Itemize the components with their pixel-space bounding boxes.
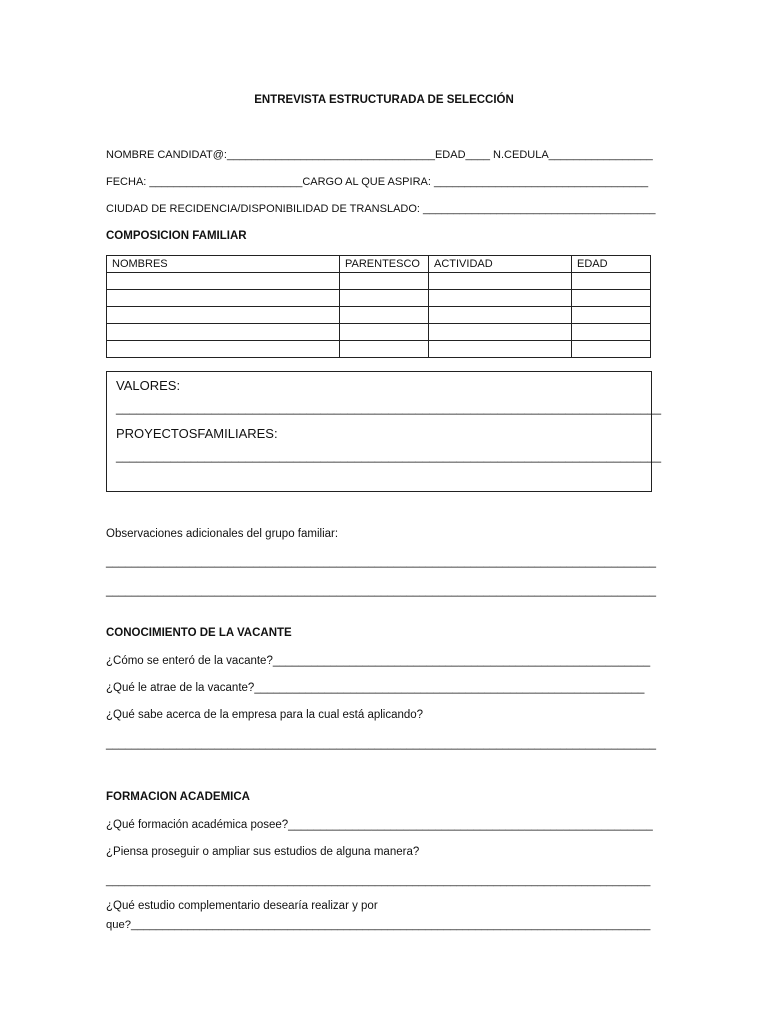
page-title: ENTREVISTA ESTRUCTURADA DE SELECCIÓN bbox=[254, 94, 514, 106]
date-position-field[interactable]: FECHA: _________________________CARGO AL QUE ASPIRA: ___________________________________ bbox=[106, 176, 649, 188]
education-section-heading: FORMACION ACADEMICA bbox=[106, 791, 250, 803]
table-cell[interactable] bbox=[429, 307, 572, 324]
table-cell[interactable] bbox=[340, 324, 429, 341]
vacancy-question-3: ¿Qué sabe acerca de la empresa para la cual está aplicando? bbox=[106, 709, 424, 721]
table-row[interactable] bbox=[107, 290, 651, 307]
table-cell[interactable] bbox=[572, 273, 651, 290]
table-header-row bbox=[107, 256, 651, 273]
table-cell[interactable] bbox=[572, 290, 651, 307]
values-label: VALORES: bbox=[116, 378, 181, 393]
city-relocation-field[interactable]: CIUDAD DE RECIDENCIA/DISPONIBILIDAD DE TRANSLADO: ______________________________________ bbox=[106, 203, 656, 215]
family-projects-label: PROYECTOSFAMILIARES: bbox=[116, 426, 278, 441]
education-question-3-line[interactable]: que?___________________________________________________________________________________ bbox=[106, 919, 651, 931]
column-header: NOMBRES bbox=[107, 256, 340, 273]
column-header: PARENTESCO bbox=[340, 256, 429, 273]
vacancy-question-3-line[interactable]: ______________________________________________________________________________________ bbox=[106, 738, 657, 750]
table-cell[interactable] bbox=[107, 324, 340, 341]
table-cell[interactable] bbox=[107, 290, 340, 307]
observations-line[interactable]: ______________________________________________________________________________________ bbox=[106, 556, 657, 568]
vacancy-section-heading: CONOCIMIENTO DE LA VACANTE bbox=[106, 627, 292, 639]
table-cell[interactable] bbox=[340, 273, 429, 290]
table-cell[interactable] bbox=[429, 273, 572, 290]
table-cell[interactable] bbox=[107, 273, 340, 290]
table-row[interactable] bbox=[107, 273, 651, 290]
values-line[interactable]: ________________________________________________________________________________ bbox=[116, 401, 662, 415]
table-row[interactable] bbox=[107, 307, 651, 324]
education-question-1[interactable]: ¿Qué formación académica posee?_________________________________________________________ bbox=[106, 819, 653, 831]
family-section-heading: COMPOSICION FAMILIAR bbox=[106, 230, 247, 242]
education-question-2-line[interactable]: _______________________________________________________________________________________ bbox=[106, 875, 651, 887]
table-cell[interactable] bbox=[429, 341, 572, 358]
column-header: EDAD bbox=[572, 256, 651, 273]
table-cell[interactable] bbox=[340, 290, 429, 307]
table-cell[interactable] bbox=[340, 307, 429, 324]
table-cell[interactable] bbox=[429, 290, 572, 307]
table-cell[interactable] bbox=[107, 307, 340, 324]
table-row[interactable] bbox=[107, 341, 651, 358]
values-projects-box bbox=[106, 371, 662, 492]
table-cell[interactable] bbox=[340, 341, 429, 358]
family-table bbox=[106, 255, 651, 358]
vacancy-question-2[interactable]: ¿Qué le atrae de la vacante?_____________________________________________________________ bbox=[106, 682, 645, 694]
vacancy-question-1[interactable]: ¿Cómo se enteró de la vacante?___________________________________________________________ bbox=[106, 655, 651, 667]
observations-line[interactable]: ______________________________________________________________________________________ bbox=[106, 585, 657, 597]
family-projects-line[interactable]: ________________________________________________________________________________ bbox=[116, 449, 662, 463]
candidate-name-age-id-field[interactable]: NOMBRE CANDIDAT@:__________________________________EDAD____ N.CEDULA_________________ bbox=[106, 149, 653, 161]
table-cell[interactable] bbox=[429, 324, 572, 341]
education-question-2: ¿Piensa proseguir o ampliar sus estudios de alguna manera? bbox=[106, 846, 420, 858]
table-cell[interactable] bbox=[107, 341, 340, 358]
observations-label: Observaciones adicionales del grupo familiar: bbox=[106, 528, 339, 540]
column-header: ACTIVIDAD bbox=[429, 256, 572, 273]
table-cell[interactable] bbox=[572, 341, 651, 358]
education-question-3: ¿Qué estudio complementario desearía realizar y por bbox=[106, 900, 378, 912]
table-cell[interactable] bbox=[572, 324, 651, 341]
table-cell[interactable] bbox=[572, 307, 651, 324]
table-row[interactable] bbox=[107, 324, 651, 341]
